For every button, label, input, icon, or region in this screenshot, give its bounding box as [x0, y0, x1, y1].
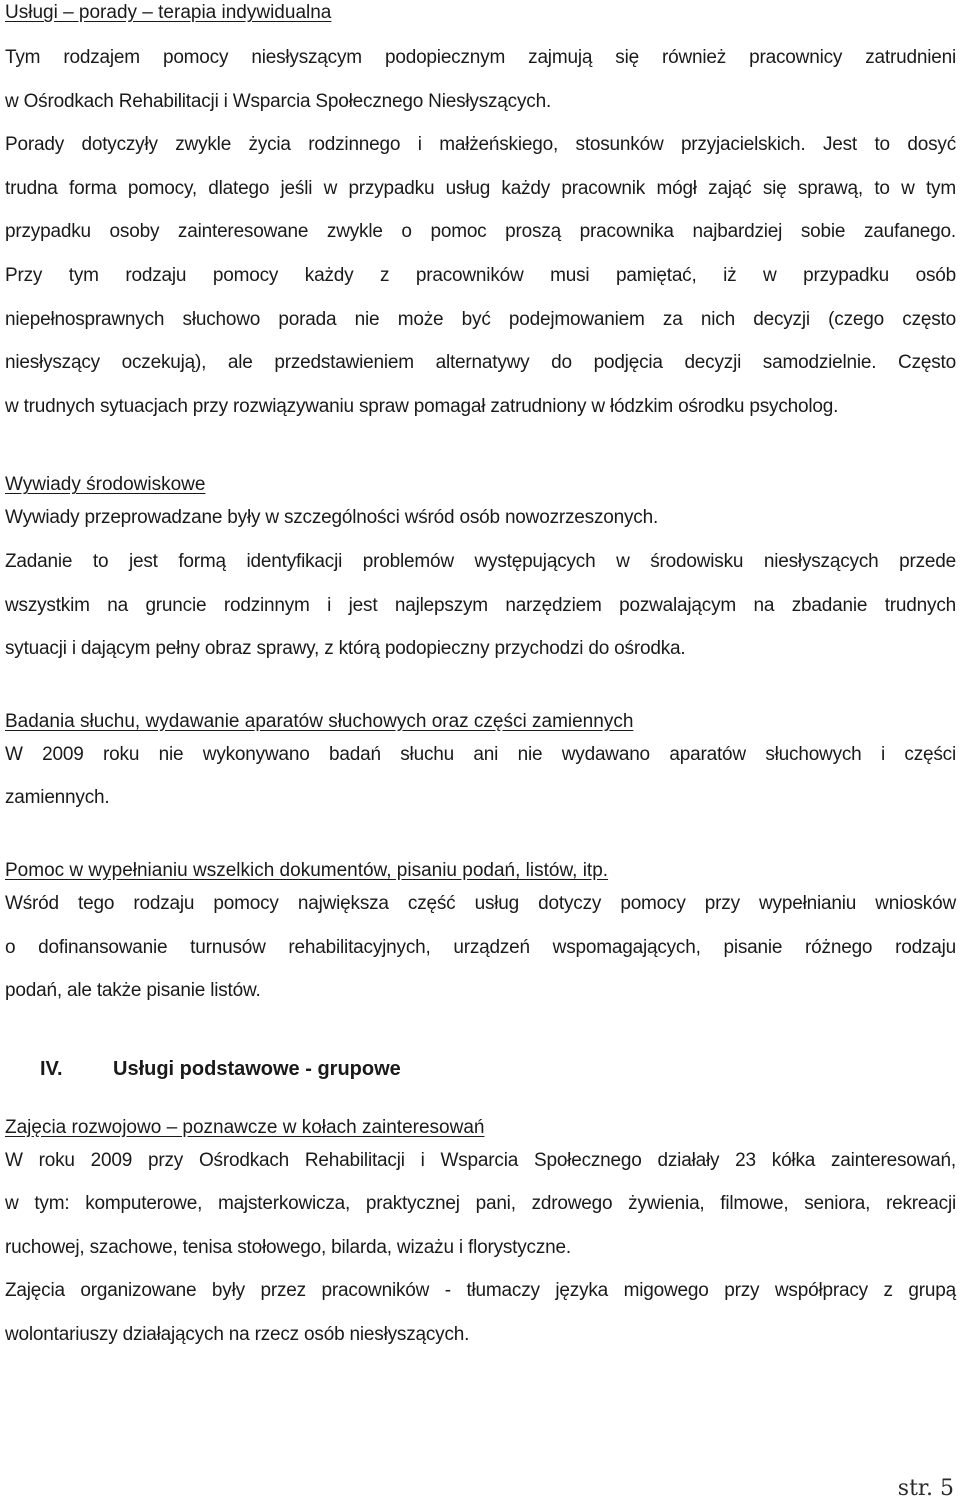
text-line: niesłyszący oczekują), ale przedstawieniem alternatywy do podjęcia decyzji samodzielnie. Często	[5, 352, 956, 374]
text-line: o dofinansowanie turnusów rehabilitacyjnych, urządzeń wspomagających, pisanie różnego rodzaju	[5, 936, 956, 958]
chapter-title-text: Usługi podstawowe - grupowe	[113, 1057, 401, 1080]
section-heading: Pomoc w wypełnianiu wszelkich dokumentów, pisaniu podań, listów, itp.	[5, 859, 609, 881]
text-line: Porady dotyczyły zwykle życia rodzinnego i małżeńskiego, stosunków przyjacielskich. Jest to dosyć	[5, 134, 956, 156]
section-heading: Usługi – porady – terapia indywidualna	[5, 2, 332, 23]
section-environmental-interviews	[5, 474, 956, 670]
section-interest-groups	[5, 1117, 956, 1357]
text-line: Zajęcia organizowane były przez pracowników - tłumaczy języka migowego przy współpracy z grupą	[5, 1280, 956, 1302]
section-individual-therapy	[5, 0, 956, 428]
section-document-help	[5, 860, 956, 1013]
section-heading: Zajęcia rozwojowo – poznawcze w kołach zainteresowań	[5, 1116, 485, 1138]
text-line: W roku 2009 przy Ośrodkach Rehabilitacji i Wsparcia Społecznego działały 23 kółka zainteresowań,	[5, 1149, 956, 1171]
text-line: niepełnosprawnych słuchowo porada nie może być podejmowaniem za nich decyzji (czego często	[5, 308, 956, 330]
text-line: trudna forma pomocy, dlatego jeśli w przypadku usług każdy pracownik mógł zająć się sprawą, to w tym	[5, 177, 956, 199]
section-heading: Wywiady środowiskowe	[5, 474, 206, 496]
chapter-number: IV.	[40, 1057, 63, 1080]
section-heading: Badania słuchu, wydawanie aparatów słuchowych oraz części zamiennych	[5, 710, 634, 732]
text-line: ruchowej, szachowe, tenisa stołowego, bilarda, wizażu i florystyczne.	[5, 1236, 571, 1258]
text-line: Zadanie to jest formą identyfikacji problemów występujących w środowisku niesłyszących przede	[5, 550, 956, 572]
text-line: Przy tym rodzaju pomocy każdy z pracowników musi pamiętać, iż w przypadku osób	[5, 264, 956, 286]
text-line: podań, ale także pisanie listów.	[5, 980, 261, 1002]
chapter-title	[5, 1057, 956, 1081]
text-line: Wywiady przeprowadzane były w szczególności wśród osób nowozrzeszonych.	[5, 507, 659, 529]
text-line: Tym rodzajem pomocy niesłyszącym podopiecznym zajmują się również pracownicy zatrudnieni	[5, 47, 956, 68]
text-line: wszystkim na gruncie rodzinnym i jest najlepszym narzędziem pozwalającym na zbadanie trudnych	[5, 594, 956, 616]
text-line: w trudnych sytuacjach przy rozwiązywaniu spraw pomagał zatrudniony w łódzkim ośrodku psycholog.	[5, 395, 839, 417]
text-line: w tym: komputerowe, majsterkowicza, praktycznej pani, zdrowego żywienia, filmowe, seniora, rekreacji	[5, 1193, 956, 1215]
document-page	[5, 0, 956, 1357]
page-number: str. 5	[897, 1476, 954, 1501]
text-line: zamiennych.	[5, 787, 110, 809]
text-line: Wśród tego rodzaju pomocy największa część usług dotyczy pomocy przy wypełnianiu wniosków	[5, 892, 956, 914]
text-line: przypadku osoby zainteresowane zwykle o pomoc proszą pracownika najbardziej sobie zaufanego.	[5, 221, 956, 243]
text-line: wolontariuszy działających na rzecz osób niesłyszących.	[5, 1324, 470, 1346]
text-line: W 2009 roku nie wykonywano badań słuchu ani nie wydawano aparatów słuchowych i części	[5, 743, 956, 765]
text-line: w Ośrodkach Rehabilitacji i Wsparcia Społecznego Niesłyszących.	[5, 90, 552, 112]
section-hearing-tests	[5, 711, 956, 820]
text-line: sytuacji i dającym pełny obraz sprawy, z którą podopieczny przychodzi do ośrodka.	[5, 638, 686, 660]
